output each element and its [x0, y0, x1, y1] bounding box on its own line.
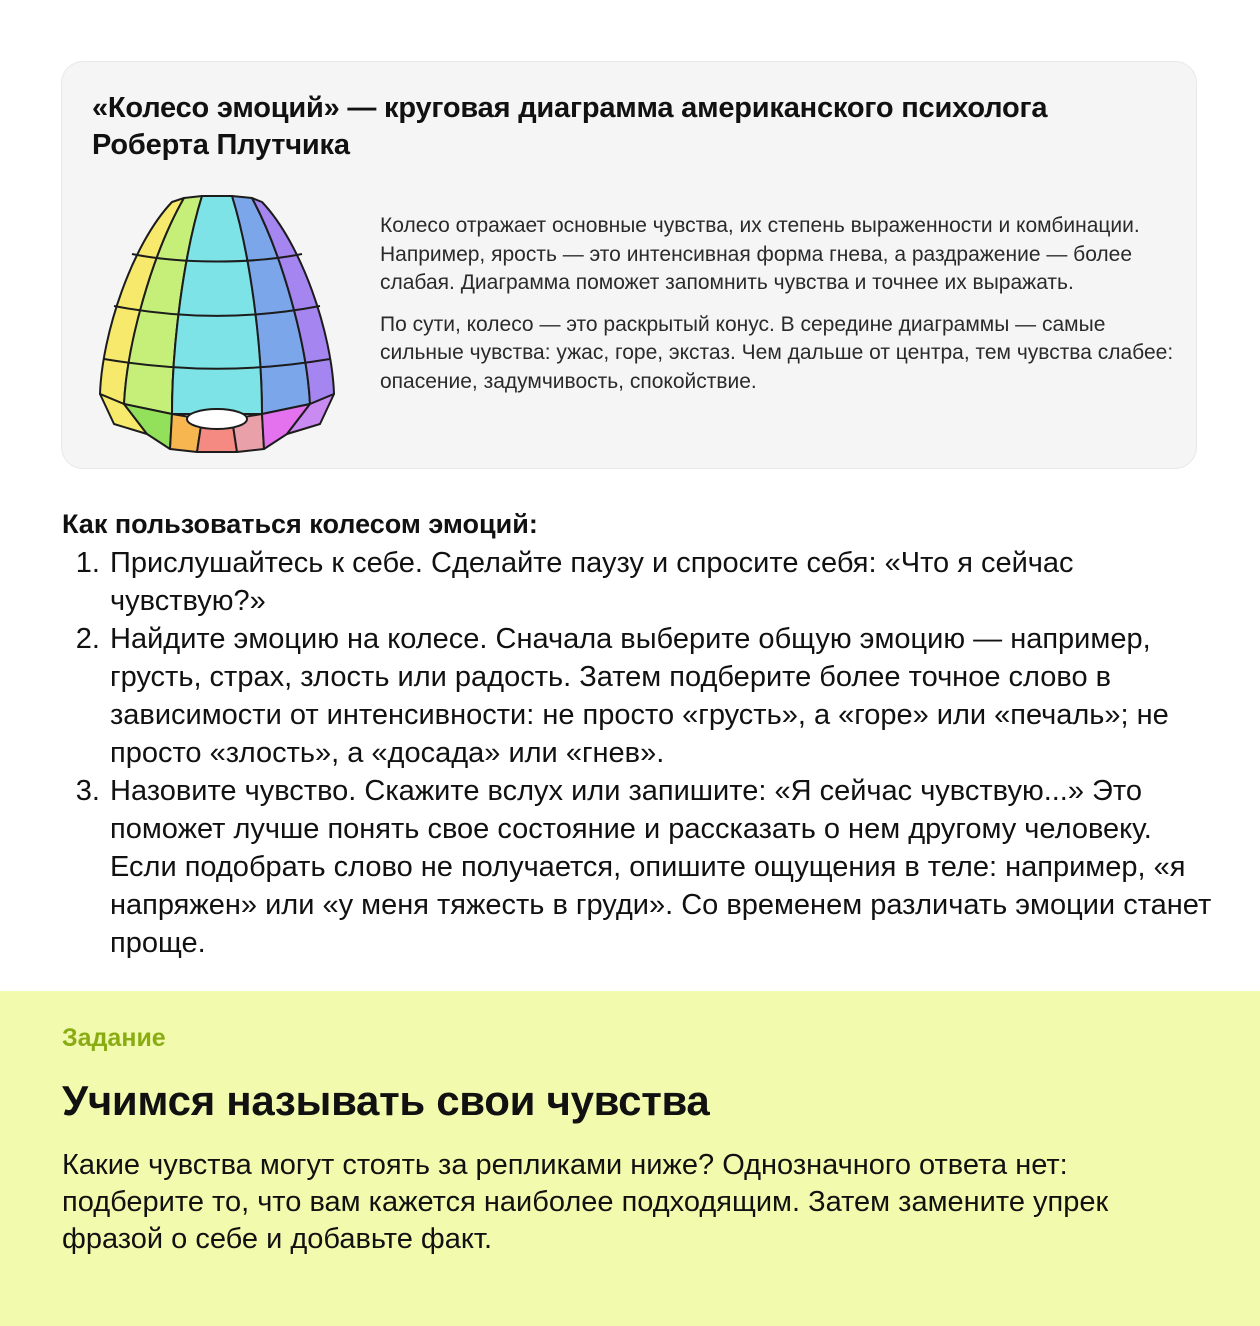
emotion-wheel-cone-illustration — [92, 194, 342, 454]
step-3: 3. Назовите чувство. Скажите вслух или запишите: «Я сейчас чувствую...» Это поможет лучше понять свое состояние и рассказать о нем другому человеку. Если подобрать слово не получается, опишите ощущения в теле: например, «я напряжен» или «у меня тяжесть в груди». Со временем различать эмоции станет проще. — [108, 772, 1212, 962]
info-card — [61, 61, 1197, 469]
task-title: Учимся называть свои чувства — [62, 1077, 710, 1124]
card-title: «Колесо эмоций» — круговая диаграмма американского психолога Роберта Плутчика — [92, 92, 1048, 161]
card-paragraph-2: По сути, колесо — это раскрытый конус. В середине диаграммы — самые сильные чувства: ужас, горе, экстаз. Чем дальше от центра, тем чувства слабее: опасение, задумчивость, спокойствие. — [380, 312, 1174, 393]
task-section — [0, 991, 1260, 1326]
how-to-section — [62, 506, 1212, 962]
task-label: Задание — [62, 1024, 166, 1052]
task-text: Какие чувства могут стоять за репликами ниже? Однозначного ответа нет: подберите то, что вам кажется наиболее подходящим. Затем замените упрек фразой о себе и добавьте факт. — [62, 1149, 1109, 1255]
card-paragraph-1: Колесо отражает основные чувства, их степень выраженности и комбинации. Например, ярость — это интенсивная форма гнева, а раздражение — более слабая. Диаграмма поможет запомнить чувства и точнее их выражать. — [380, 214, 1140, 294]
step-1: 1. Прислушайтесь к себе. Сделайте паузу и спросите себя: «Что я сейчас чувствую?» — [108, 544, 1212, 620]
steps-list — [62, 544, 1212, 962]
card-description — [380, 212, 1180, 409]
step-2: 2. Найдите эмоцию на колесе. Сначала выберите общую эмоцию — например, грусть, страх, злость или радость. Затем подберите более точное слово в зависимости от интенсивности: не просто «грусть», а «горе» или «печаль»; не просто «злость», а «досада» или «гнев». — [108, 620, 1212, 772]
how-to-heading: Как пользоваться колесом эмоций: — [62, 509, 538, 539]
